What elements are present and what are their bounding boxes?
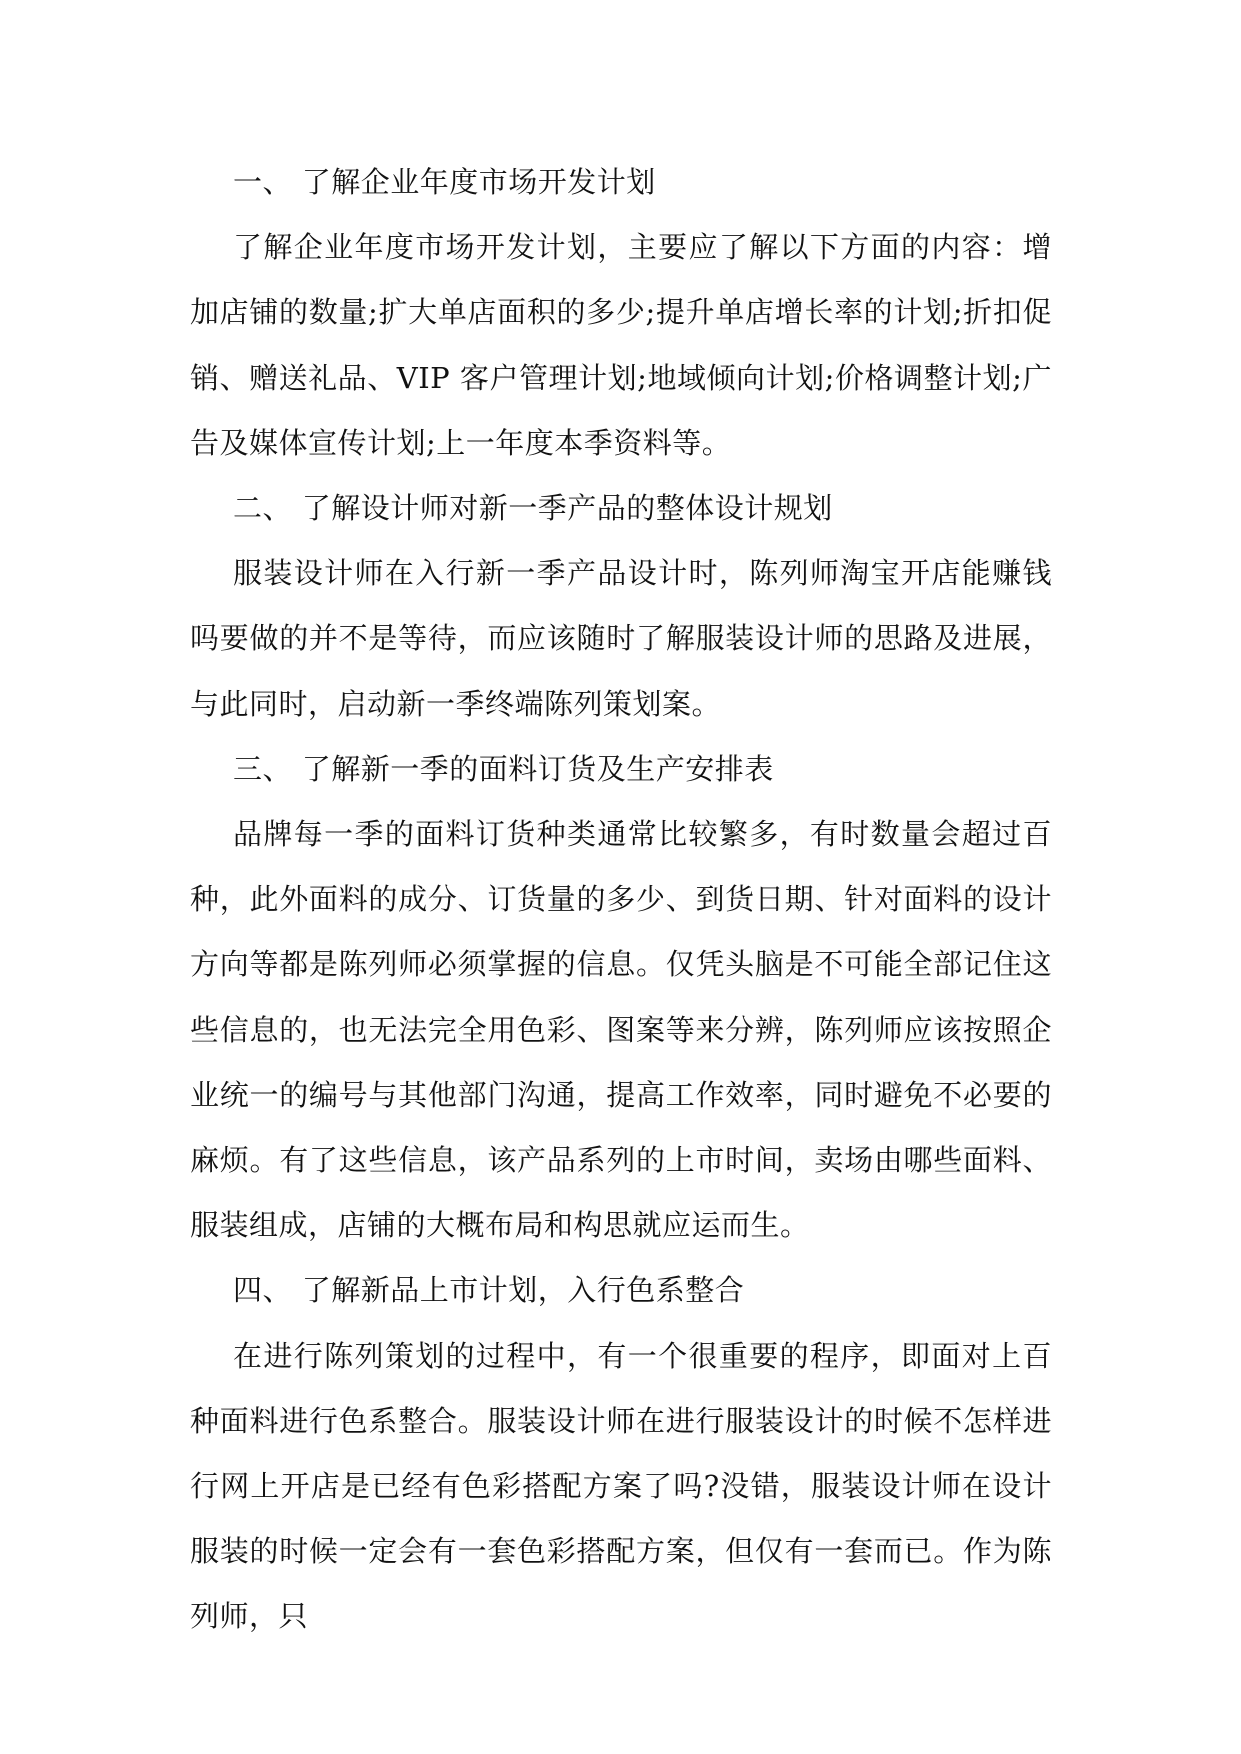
document-body: [190, 150, 1052, 1650]
paragraph: 品牌每一季的面料订货种类通常比较繁多，有时数量会超过百种，此外面料的成分、订货量的多少、到货日期、针对面料的设计方向等都是陈列师必须掌握的信息。仅凭头脑是不可能全部记住这些信息的，也无法完全用色彩、图案等来分辨，陈列师应该按照企业统一的编号与其他部门沟通，提高工作效率，同时避免不必要的麻烦。有了这些信息，该产品系列的上市时间，卖场由哪些面料、服装组成，店铺的大概布局和构思就应运而生。: [190, 817, 1052, 1243]
section-heading-2: 二、 了解设计师对新一季产品的整体设计规划: [233, 491, 833, 526]
section-heading-4: 四、 了解新品上市计划，入行色系整合: [233, 1273, 745, 1308]
paragraph: 在进行陈列策划的过程中，有一个很重要的程序，即面对上百种面料进行色系整合。服装设计师在进行服装设计的时候不怎样进行网上开店是已经有色彩搭配方案了吗?没错，服装设计师在设计服装的时候一定会有一套色彩搭配方案，但仅有一套而已。作为陈列师，只: [190, 1338, 1052, 1634]
section-heading-1: 一、 了解企业年度市场开发计划: [233, 165, 656, 199]
paragraph: 服装设计师在入行新一季产品设计时，陈列师淘宝开店能赚钱吗要做的并不是等待，而应该随时了解服装设计师的思路及进展，与此同时，启动新一季终端陈列策划案。: [190, 556, 1052, 721]
paragraph: 了解企业年度市场开发计划，主要应了解以下方面的内容：增加店铺的数量;扩大单店面积的多少;提升单店增长率的计划;折扣促销、赠送礼品、VIP 客户管理计划;地域倾向计划;价格调整计划;广告及媒体宣传计划;上一年度本季资料等。: [190, 230, 1052, 460]
section-heading-3: 三、 了解新一季的面料订货及生产安排表: [233, 751, 774, 786]
